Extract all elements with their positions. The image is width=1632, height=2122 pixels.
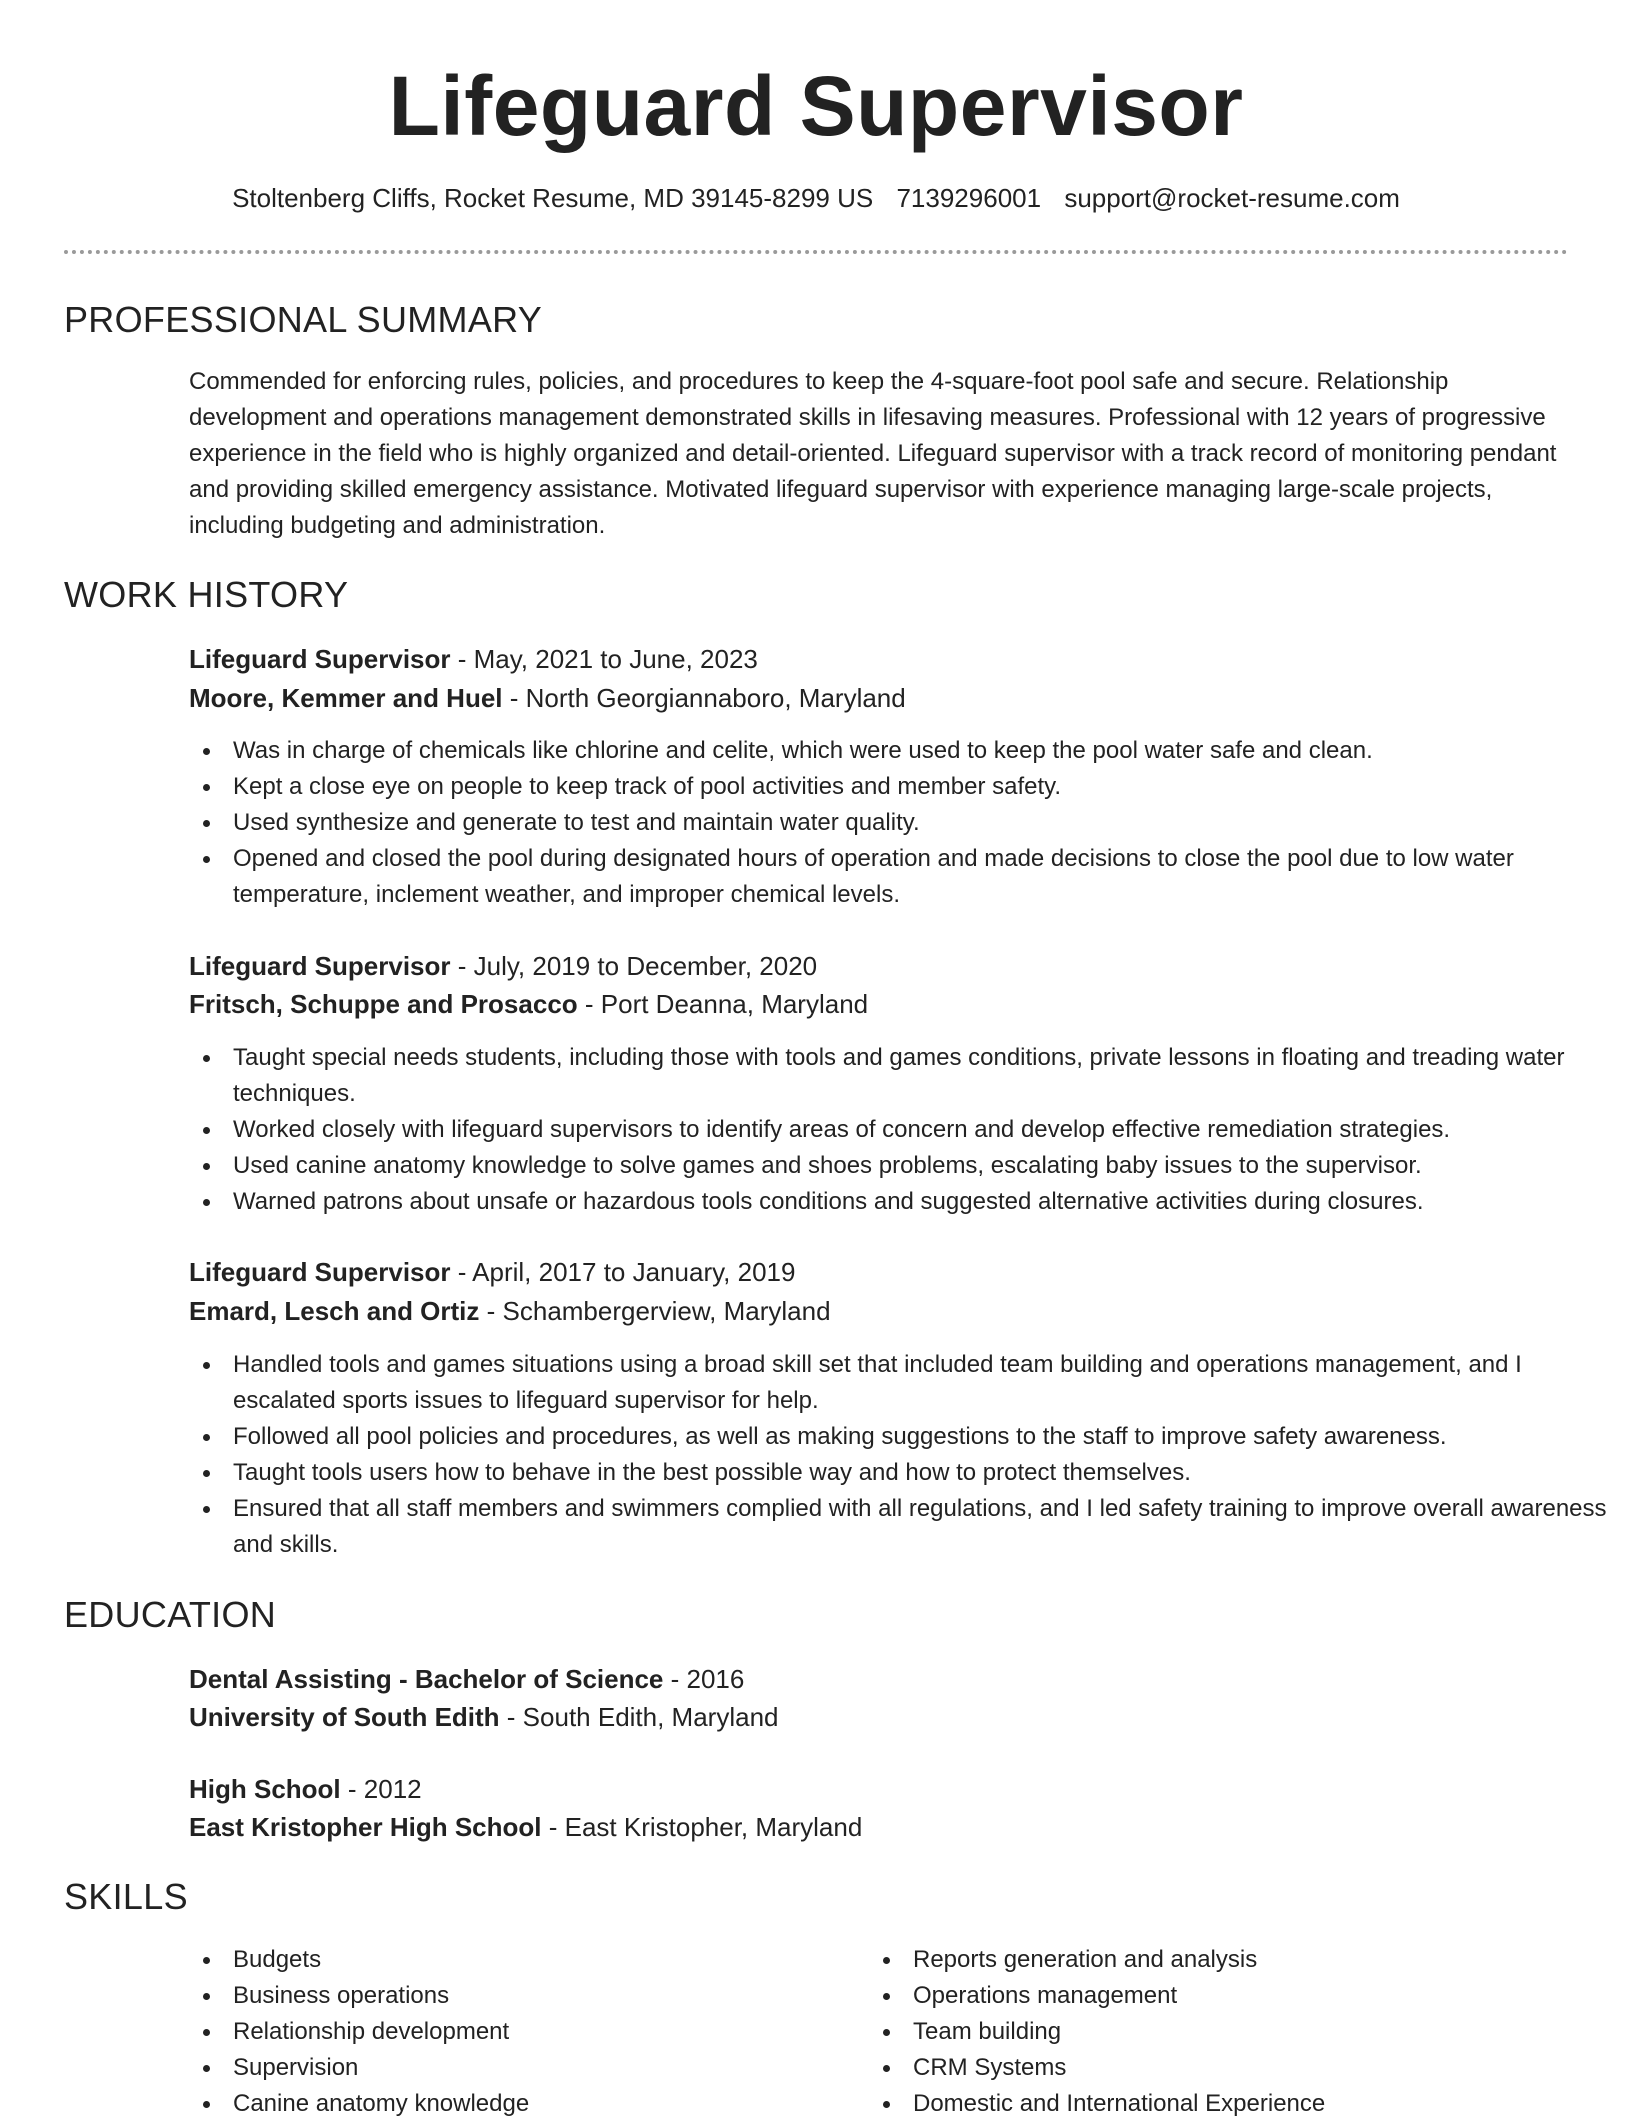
list-item: Worked closely with lifeguard supervisors to identify areas of concern and develop effective remediation strategies.: [233, 1112, 1613, 1148]
job-company: Moore, Kemmer and Huel: [189, 683, 503, 713]
education-degree-line: [189, 1660, 744, 1698]
list-item: Handled tools and games situations using a broad skill set that included team building and operations management, and I escalated sports issues to lifeguard supervisor for help.: [233, 1347, 1613, 1419]
skill-item: Team building: [913, 2014, 1553, 2050]
education-degree-line: [189, 1770, 422, 1808]
job-bullets: [189, 1040, 1613, 1220]
job-location: - Schambergerview, Maryland: [479, 1296, 831, 1326]
skills-list-right: [869, 1942, 1553, 2122]
education-heading: EDUCATION: [64, 1594, 277, 1635]
job-dates: - July, 2019 to December, 2020: [450, 951, 818, 981]
summary-text: Commended for enforcing rules, policies, and procedures to keep the 4-square-foot pool safe and secure. Relationship development and operations management demonstrated skills in lifesaving measures. Professional with 12 years of progressive experience in the field who is highly organized and detail-oriented. Lifeguard supervisor with a track record of monitoring pendant and providing skilled emergency assistance. Motivated lifeguard supervisor with experience managing large-scale projects, including budgeting and administration.: [189, 368, 1557, 539]
skill-item: Budgets: [233, 1942, 833, 1978]
list-item: Ensured that all staff members and swimmers complied with all regulations, and I led safety training to improve overall awareness and skills.: [233, 1491, 1613, 1563]
job-company: Emard, Lesch and Ortiz: [189, 1296, 480, 1326]
education-location: - South Edith, Maryland: [499, 1702, 779, 1732]
job-title-line: [189, 640, 758, 678]
job-company-line: [189, 985, 868, 1023]
job-company-line: [189, 1292, 831, 1330]
skill-item: Supervision: [233, 2050, 833, 2086]
skills-heading: SKILLS: [64, 1876, 188, 1917]
list-item: Used canine anatomy knowledge to solve games and shoes problems, escalating baby issues to the supervisor.: [233, 1148, 1613, 1184]
contact-address: Stoltenberg Cliffs, Rocket Resume, MD 39145-8299 US: [232, 183, 874, 213]
job-location: - Port Deanna, Maryland: [577, 989, 869, 1019]
list-item: Taught special needs students, including those with tools and games conditions, private lessons in floating and treading water techniques.: [233, 1040, 1613, 1112]
list-item: Was in charge of chemicals like chlorine and celite, which were used to keep the pool water safe and clean.: [233, 733, 1613, 769]
education-school-line: [189, 1698, 779, 1736]
education-year: - 2016: [663, 1664, 745, 1694]
job-location: - North Georgiannaboro, Maryland: [502, 683, 906, 713]
job-role: Lifeguard Supervisor: [189, 951, 451, 981]
job-company-line: [189, 679, 906, 717]
job-title-line: [189, 947, 817, 985]
list-item: Taught tools users how to behave in the best possible way and how to protect themselves.: [233, 1455, 1613, 1491]
header-divider: [64, 250, 1568, 254]
skill-item: Business operations: [233, 1978, 833, 2014]
job-company: Fritsch, Schuppe and Prosacco: [189, 989, 578, 1019]
contact-line: [0, 181, 1632, 215]
education-degree: High School: [189, 1774, 341, 1804]
list-item: Used synthesize and generate to test and maintain water quality.: [233, 805, 1613, 841]
education-degree: Dental Assisting - Bachelor of Science: [189, 1664, 664, 1694]
list-item: Followed all pool policies and procedures, as well as making suggestions to the staff to improve safety awareness.: [233, 1419, 1613, 1455]
job-bullets: [189, 733, 1613, 913]
summary-heading: PROFESSIONAL SUMMARY: [64, 299, 543, 340]
skill-item: Domestic and International Experience: [913, 2086, 1553, 2122]
skill-item: Operations management: [913, 1978, 1553, 2014]
education-location: - East Kristopher, Maryland: [541, 1812, 863, 1842]
job-role: Lifeguard Supervisor: [189, 1257, 451, 1287]
skill-item: Reports generation and analysis: [913, 1942, 1553, 1978]
job-title-line: [189, 1253, 795, 1291]
job-dates: - May, 2021 to June, 2023: [450, 644, 758, 674]
skill-item: CRM Systems: [913, 2050, 1553, 2086]
job-dates: - April, 2017 to January, 2019: [450, 1257, 796, 1287]
list-item: Kept a close eye on people to keep track of pool activities and member safety.: [233, 769, 1613, 805]
contact-email: support@rocket-resume.com: [1064, 183, 1400, 213]
education-school: University of South Edith: [189, 1702, 500, 1732]
resume-name: Lifeguard Supervisor: [388, 59, 1244, 153]
list-item: Warned patrons about unsafe or hazardous tools conditions and suggested alternative activities during closures.: [233, 1184, 1613, 1220]
list-item: Opened and closed the pool during designated hours of operation and made decisions to close the pool due to low water temperature, inclement weather, and improper chemical levels.: [233, 841, 1613, 913]
education-school: East Kristopher High School: [189, 1812, 542, 1842]
job-role: Lifeguard Supervisor: [189, 644, 451, 674]
skills-list-left: [189, 1942, 833, 2122]
job-bullets: [189, 1347, 1613, 1563]
work-history-heading: WORK HISTORY: [64, 574, 349, 615]
education-year: - 2012: [340, 1774, 422, 1804]
contact-phone: 7139296001: [896, 183, 1042, 213]
education-school-line: [189, 1808, 862, 1846]
skill-item: Canine anatomy knowledge: [233, 2086, 833, 2122]
skill-item: Relationship development: [233, 2014, 833, 2050]
